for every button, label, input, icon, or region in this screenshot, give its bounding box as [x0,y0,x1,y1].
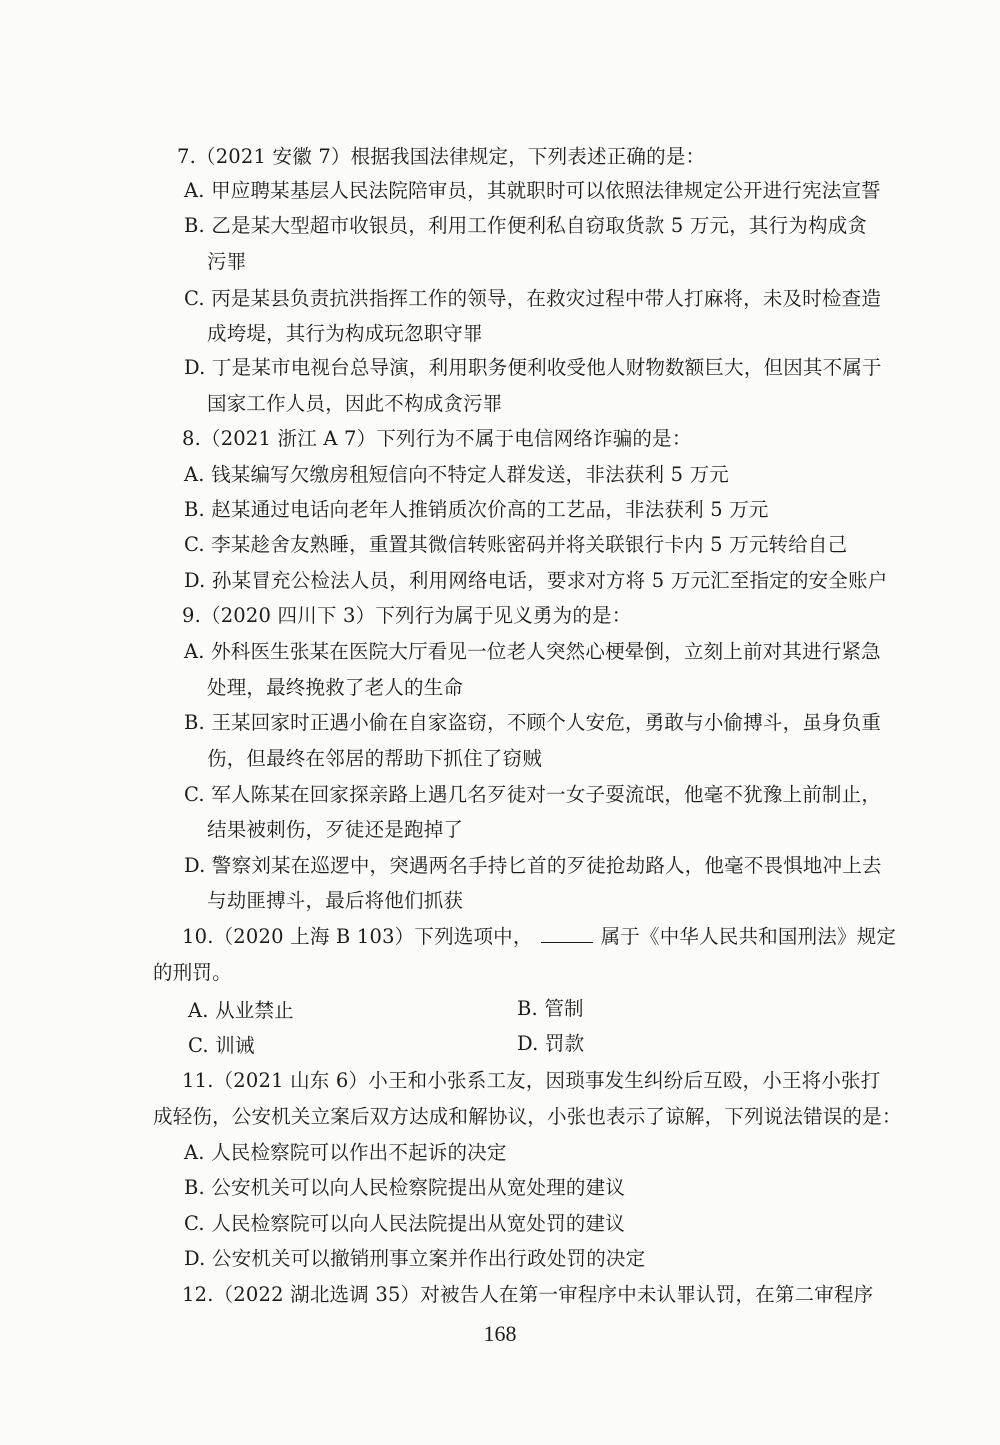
question-7-stem: 7.（2021 安徽 7）根据我国法律规定，下列表述正确的是： [177,145,706,168]
question-7-option-d-cont: 国家工作人员，因此不构成贪污罪 [207,392,503,415]
question-12-stem: 12.（2022 湖北选调 35）对被告人在第一审程序中未认罪认罚，在第二审程序 [182,1283,874,1306]
question-9-option-a: A. 外科医生张某在医院大厅看见一位老人突然心梗晕倒，立刻上前对其进行紧急 [184,640,881,663]
answer-blank [541,924,593,943]
question-9-option-a-cont: 处理，最终挽救了老人的生命 [207,676,464,699]
question-10-stem [182,922,896,952]
question-8-stem: 8.（2021 浙江 A 7）下列行为不属于电信网络诈骗的是： [182,427,692,450]
question-11-option-c: C. 人民检察院可以向人民法院提出从宽处罚的建议 [184,1212,625,1235]
question-10-option-a: A. 从业禁止 [188,999,294,1022]
question-9-option-b: B. 王某回家时正遇小偷在自家盗窃，不顾个人安危，勇敢与小偷搏斗，虽身负重 [184,711,882,734]
question-10-stem-suffix: 属于《中华人民共和国刑法》规定 [600,925,897,948]
question-7-option-a: A. 甲应聘某基层人民法院陪审员，其就职时可以依照法律规定公开进行宪法宣誓 [184,179,881,202]
question-11-stem-cont: 成轻伤，公安机关立案后双方达成和解协议，小张也表示了谅解，下列说法错误的是： [153,1105,902,1128]
question-11-option-b: B. 公安机关可以向人民检察院提出从宽处理的建议 [184,1176,626,1199]
question-10-stem-cont: 的刑罚。 [153,961,232,984]
question-10-stem-prefix: 10.（2020 上海 B 103）下列选项中， [182,925,533,948]
question-9-option-b-cont: 伤，但最终在邻居的帮助下抓住了窃贼 [207,747,542,770]
question-8-option-a: A. 钱某编写欠缴房租短信向不特定人群发送，非法获利 5 万元 [184,463,729,486]
question-7-option-d: D. 丁是某市电视台总导演，利用职务便利收受他人财物数额巨大，但因其不属于 [184,356,882,379]
question-10-option-c: C. 训诫 [188,1034,255,1057]
question-9-option-c-cont: 结果被刺伤，歹徒还是跑掉了 [207,818,464,841]
question-11-stem: 11.（2021 山东 6）小王和小张系工友，因琐事发生纠纷后互殴，小王将小张打 [182,1069,881,1092]
question-9-stem: 9.（2020 四川下 3）下列行为属于见义勇为的是： [182,604,632,627]
question-8-option-c: C. 李某趁舍友熟睡，重置其微信转账密码并将关联银行卡内 5 万元转给自己 [184,533,848,556]
question-10-option-d: D. 罚款 [517,1032,585,1055]
question-11-option-d: D. 公安机关可以撤销刑事立案并作出行政处罚的决定 [184,1247,646,1270]
page-number: 168 [483,1321,517,1346]
question-10-option-b: B. 管制 [517,997,584,1020]
question-7-option-c-cont: 成垮堤，其行为构成玩忽职守罪 [207,322,483,345]
question-7-option-b: B. 乙是某大型超市收银员，利用工作便利私自窃取货款 5 万元，其行为构成贪 [184,214,868,237]
question-9-option-d: D. 警察刘某在巡逻中，突遇两名手持匕首的歹徒抢劫路人，他毫不畏惧地冲上去 [184,854,882,877]
question-7-option-c: C. 丙是某县负责抗洪指挥工作的领导，在救灾过程中带人打麻将，未及时检查造 [184,287,882,310]
question-9-option-c: C. 军人陈某在回家探亲路上遇几名歹徒对一女子耍流氓，他毫不犹豫上前制止， [184,783,882,806]
question-7-option-b-cont: 污罪 [207,250,247,273]
question-11-option-a: A. 人民检察院可以作出不起诉的决定 [184,1141,507,1164]
question-8-option-d: D. 孙某冒充公检法人员，利用网络电话，要求对方将 5 万元汇至指定的安全账户 [184,569,888,592]
question-9-option-d-cont: 与劫匪搏斗，最后将他们抓获 [207,889,464,912]
question-8-option-b: B. 赵某通过电话向老年人推销质次价高的工艺品，非法获利 5 万元 [184,498,769,521]
